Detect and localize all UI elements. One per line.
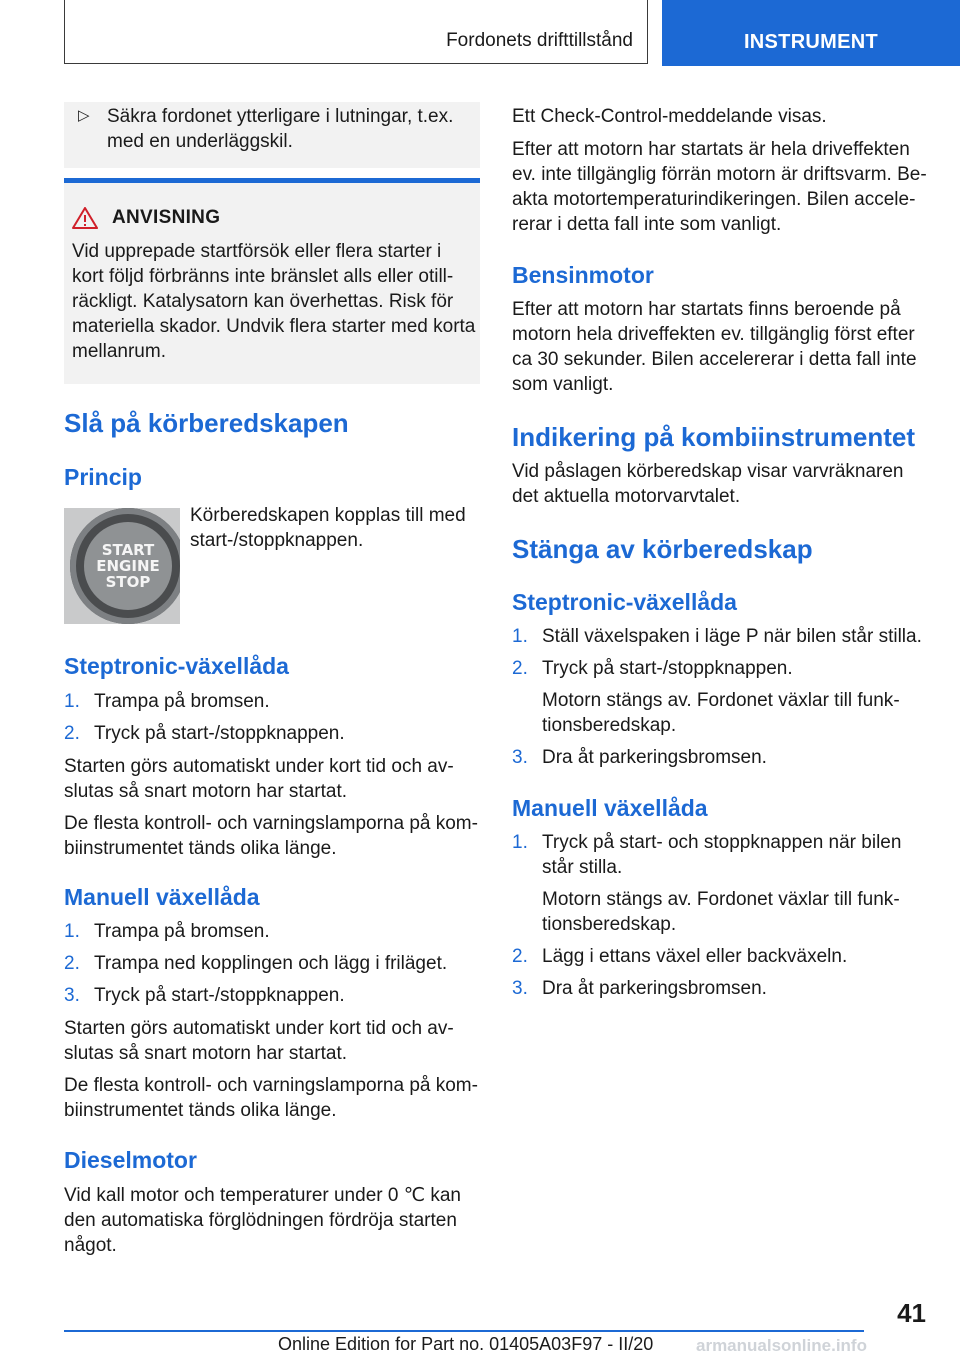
watermark: armanualsonline.info [696,1336,867,1355]
start-stop-button-image [64,508,180,624]
warning-text: Vid upprepade startförsök eller flera starter i kort följd förbränns inte bränslet alls eller otillräckligt. Katalysatorn kan överhettas. Risk för materiella skador. Undvik flera starter med korta mellanrum. [72,241,476,362]
list-item: 3. Tryck på start-/stoppknappen. [64,985,345,1006]
warning-label: ANVISNING [112,207,221,228]
list-item: 3. Dra åt parkeringsbromsen. [512,747,767,768]
list-item: 1. Ställ växelspaken i läge P när bilen står stilla. [512,626,922,647]
heading-manuell-right: Manuell växellåda [512,795,708,821]
list-item: 2. Tryck på start-/stoppknappen. Motorn stängs av. Fordonet växlar till funktionsberedskap. [512,658,900,736]
heading-manuell-left: Manuell växellåda [64,884,260,910]
tip-box [64,102,480,168]
list-item: 1. Trampa på bromsen. [64,921,270,942]
list-item: 2. Trampa ned kopplingen och lägg i friläget. [64,953,448,974]
footer-edition: Online Edition for Part no. 01405A03F97 - II/20 [278,1334,654,1354]
heading-diesel: Dieselmotor [64,1147,197,1173]
steptronic-start-note: Starten görs automatiskt under kort tid och avslutas så snart motorn har startat. [64,756,454,802]
warning-header [72,207,220,229]
heading-sla-pa: Slå på körberedskapen [64,408,349,438]
princip-text: Körberedskapen kopplas till med start-/stoppknappen. [190,505,466,551]
indikering-text: Vid påslagen körberedskap visar varvräknaren det aktuella motorvarvtalet. [512,461,904,507]
heading-bensin: Bensinmotor [512,262,654,288]
heading-stanga: Stänga av körberedskap [512,534,813,564]
section-title: Fordonets drifttillstånd [446,30,633,51]
steptronic-stop-steps [512,624,928,777]
manuell-start-note: Starten görs automatiskt under kort tid och avslutas så snart motorn har startat. [64,1018,454,1064]
heading-steptronic-right: Steptronic-växellåda [512,589,737,615]
list-item: 2. Tryck på start-/stoppknappen. [64,723,345,744]
list-item: 2. Lägg i ettans växel eller backväxeln. [512,946,848,967]
list-item: 1. Tryck på start- och stoppknappen när bilen står stilla. Motorn stängs av. Fordonet växlar till funktionsberedskap. [512,832,902,935]
warning-triangle-icon [72,207,98,229]
diesel-text: Vid kall motor och temperaturer under 0 ℃ kan den automatiska förglödningen fördröja starten något. [64,1185,461,1256]
button-face: START ENGINE STOP [84,522,172,610]
heading-princip: Princip [64,464,142,490]
steptronic-lamps-note: De flesta kontroll- och varningslamporna på kombiinstrumentet tänds olika länge. [64,813,478,859]
list-item: 1. Trampa på bromsen. [64,691,270,712]
heading-steptronic-left: Steptronic-växellåda [64,653,289,679]
steptronic-start-steps [64,689,480,753]
chapter-label: INSTRUMENT [743,31,879,53]
bensin-text: Efter att motorn har startats finns beroende på motorn hela driveffekten ev. tillgänglig först efter ca 30 sekunder. Bilen accelererar i detta fall inte som vanligt. [512,299,917,395]
list-item: 3. Dra åt parkeringsbromsen. [512,978,767,999]
driveffekt-note: Efter att motorn har startats är hela driveffekten ev. inte tillgänglig förrän motorn är driftsvarm. Beakta motortemperaturindikeringen. Bilen accelererar i detta fall inte som vanligt. [512,139,927,235]
header-section-box [64,0,648,64]
chapter-tab[interactable] [662,0,960,66]
check-control-note: Ett Check-Control-meddelande visas. [512,106,827,127]
manuell-start-steps [64,919,480,1015]
tip-text: Säkra fordonet ytterligare i lutningar, t.ex. med en underläggskil. [107,106,454,152]
page-number: 41 [897,1298,926,1328]
footer-divider [64,1330,864,1332]
manuell-lamps-note: De flesta kontroll- och varningslamporna på kombiinstrumentet tänds olika länge. [64,1075,478,1121]
warning-box [64,178,480,384]
triangle-bullet-icon: ▷ [78,107,90,124]
manuell-stop-steps [512,830,928,1008]
heading-indikering: Indikering på kombiinstrumentet [512,422,916,452]
